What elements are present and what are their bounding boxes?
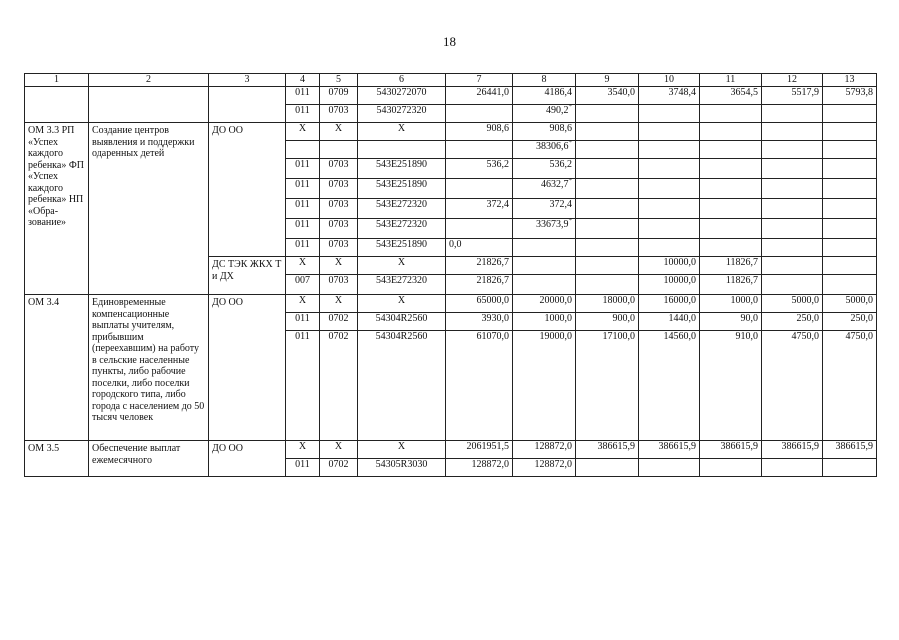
table-cell: Х [286,295,320,313]
table-cell: 910,0 [700,331,762,441]
table-cell: 3930,0 [446,313,513,331]
empty-cell [700,159,762,179]
table-cell: 543E272320 [358,199,446,219]
empty-cell [700,239,762,257]
table-cell: 3748,4 [639,87,700,105]
header-cell: 3 [209,74,286,87]
measure-description: Создание центров выявления и поддержки одаренных детей [89,123,209,295]
table-cell: 61070,0 [446,331,513,441]
table-row [25,123,877,141]
page-number: 18 [443,34,456,49]
empty-cell [576,459,639,477]
empty-cell [576,219,639,239]
empty-cell [576,275,639,295]
measure-description: Единовременные компенсационные выплаты учителям, прибывшим (переехавшим) на работу в сельские населенные пункты, либо рабочие поселки, либо поселки городского типа, либо города с населением до 50 тысяч человек [89,295,209,441]
empty-cell [700,141,762,159]
table-cell: 0702 [320,313,358,331]
empty-cell [823,459,877,477]
table-cell: 5000,0 [762,295,823,313]
table-row [25,441,877,459]
table-cell: 011 [286,219,320,239]
empty-cell [823,257,877,275]
table-cell: 1440,0 [639,313,700,331]
empty-cell [639,159,700,179]
empty-cell [700,105,762,123]
table-cell: 54304R2560 [358,313,446,331]
table-cell: 10000,0 [639,257,700,275]
table-cell: 386615,9 [639,441,700,459]
empty-cell [823,159,877,179]
empty-cell [576,239,639,257]
table-cell: 2061951,5 [446,441,513,459]
table-cell: 21826,7 [446,275,513,295]
table-cell: 11826,7 [700,257,762,275]
table-cell: 386615,9 [823,441,877,459]
table-cell: 011 [286,199,320,219]
table-cell: 0709 [320,87,358,105]
table-cell: 5517,9 [762,87,823,105]
header-cell: 12 [762,74,823,87]
table-cell: 3654,5 [700,87,762,105]
table-cell: 20000,0 [513,295,576,313]
table-cell: 26441,0 [446,87,513,105]
table-cell [446,105,513,123]
empty-cell [762,105,823,123]
empty-cell [700,199,762,219]
table-header-row [25,74,877,87]
measure-code: ОМ 3.4 [25,295,89,441]
table-row [25,295,877,313]
table-cell: 908,6 [513,123,576,141]
empty-cell [358,141,446,159]
table-cell: 011 [286,331,320,441]
table-cell: 16000,0 [639,295,700,313]
table-cell: 33673,9* [513,219,576,239]
table-cell: 386615,9 [762,441,823,459]
header-cell: 6 [358,74,446,87]
table-cell: 38306,6* [513,141,576,159]
empty-cell [639,199,700,219]
empty-cell [823,239,877,257]
table-cell: 0703 [320,239,358,257]
table-cell: 386615,9 [576,441,639,459]
empty-cell [25,87,89,123]
empty-cell [576,141,639,159]
budget-table [24,73,877,477]
header-cell: 11 [700,74,762,87]
empty-cell [823,123,877,141]
table-cell: Х [320,441,358,459]
header-cell: 9 [576,74,639,87]
table-cell: 90,0 [700,313,762,331]
table-cell: Х [320,295,358,313]
table-cell: 10000,0 [639,275,700,295]
empty-cell [639,459,700,477]
empty-cell [576,159,639,179]
table-cell: 4750,0 [762,331,823,441]
table-cell: 011 [286,313,320,331]
table-cell: 372,4 [513,199,576,219]
table-cell: 0703 [320,105,358,123]
table-cell: 011 [286,105,320,123]
table-cell: 543E251890 [358,179,446,199]
table-cell: 5793,8 [823,87,877,105]
table-cell: Х [358,123,446,141]
table-cell: 0,0 [446,239,513,257]
header-cell: 4 [286,74,320,87]
empty-cell [576,123,639,141]
table-cell: 011 [286,239,320,257]
table-cell: 21826,7 [446,257,513,275]
table-cell: 543E272320 [358,219,446,239]
table-cell: 65000,0 [446,295,513,313]
table-cell: 011 [286,179,320,199]
header-cell: 13 [823,74,877,87]
empty-cell [762,199,823,219]
table-cell [446,219,513,239]
table-row [25,87,877,105]
table-cell: 19000,0 [513,331,576,441]
table-cell: 3540,0 [576,87,639,105]
table-cell: 54304R2560 [358,331,446,441]
empty-cell [762,123,823,141]
table-cell: Х [358,295,446,313]
empty-cell [762,257,823,275]
empty-cell [762,141,823,159]
table-cell: 536,2 [446,159,513,179]
header-cell: 7 [446,74,513,87]
header-cell: 10 [639,74,700,87]
table-cell: 372,4 [446,199,513,219]
empty-cell [762,275,823,295]
empty-cell [639,179,700,199]
table-cell: 0703 [320,179,358,199]
table-cell: 0702 [320,459,358,477]
table-cell: 0703 [320,199,358,219]
measure-executor: ДО ОО [209,441,286,477]
table-cell: 18000,0 [576,295,639,313]
table-cell: 536,2 [513,159,576,179]
empty-cell [576,257,639,275]
empty-cell [823,219,877,239]
empty-cell [576,179,639,199]
table-cell: 17100,0 [576,331,639,441]
empty-cell [700,219,762,239]
table-cell: 128872,0 [513,441,576,459]
empty-cell [639,141,700,159]
table-cell: 900,0 [576,313,639,331]
empty-cell [576,199,639,219]
table-cell: Х [320,257,358,275]
table-cell: 543E251890 [358,239,446,257]
header-cell: 5 [320,74,358,87]
empty-cell [89,87,209,123]
table-cell: 5000,0 [823,295,877,313]
empty-cell [446,141,513,159]
table-cell: 0702 [320,331,358,441]
empty-cell [286,141,320,159]
measure-executor: ДО ОО [209,295,286,441]
empty-cell [639,105,700,123]
table-cell: Х [320,123,358,141]
measure-executor: ДО ОО [209,123,286,257]
empty-cell [700,179,762,199]
empty-cell [576,105,639,123]
table-cell: 490,2* [513,105,576,123]
measure-code: ОМ 3.3 РП «Успех каждого ребенка» ФП «Успех каждого ребенка» НП «Обра-зование» [25,123,89,295]
table-cell: 543E251890 [358,159,446,179]
empty-cell [823,141,877,159]
table-cell: 543E272320 [358,275,446,295]
table-cell: 0703 [320,159,358,179]
table-cell: 1000,0 [513,313,576,331]
table-cell: 011 [286,459,320,477]
empty-cell [762,219,823,239]
table-cell: 0703 [320,219,358,239]
measure-code: ОМ 3.5 [25,441,89,477]
table-cell: Х [358,257,446,275]
header-cell: 2 [89,74,209,87]
empty-cell [700,459,762,477]
empty-cell [700,123,762,141]
table-cell: 0703 [320,275,358,295]
table-cell: 250,0 [762,313,823,331]
table-cell: 11826,7 [700,275,762,295]
empty-cell [513,257,576,275]
table-cell: 007 [286,275,320,295]
table-cell: 54305R3030 [358,459,446,477]
empty-cell [762,459,823,477]
table-cell: 011 [286,159,320,179]
table-cell [446,179,513,199]
table-cell: 386615,9 [700,441,762,459]
table-cell: 128872,0 [513,459,576,477]
header-cell: 1 [25,74,89,87]
empty-cell [762,159,823,179]
table-cell: Х [286,123,320,141]
empty-cell [639,219,700,239]
empty-cell [209,87,286,123]
empty-cell [762,239,823,257]
table-cell: 5430272070 [358,87,446,105]
table-cell: Х [286,441,320,459]
table-cell: 128872,0 [446,459,513,477]
table-cell: 250,0 [823,313,877,331]
empty-cell [762,179,823,199]
table-cell: Х [358,441,446,459]
empty-cell [513,275,576,295]
table-cell: 4186,4 [513,87,576,105]
empty-cell [823,199,877,219]
empty-cell [823,179,877,199]
empty-cell [513,239,576,257]
table-cell: 908,6 [446,123,513,141]
table-cell: 1000,0 [700,295,762,313]
empty-cell [823,275,877,295]
table-cell: 011 [286,87,320,105]
table-cell: Х [286,257,320,275]
table-cell: 4750,0 [823,331,877,441]
empty-cell [639,123,700,141]
empty-cell [639,239,700,257]
table-cell: 14560,0 [639,331,700,441]
measure-executor: ДС ТЭК ЖКХ Т и ДХ [209,257,286,295]
empty-cell [823,105,877,123]
table-cell: 5430272320 [358,105,446,123]
header-cell: 8 [513,74,576,87]
empty-cell [320,141,358,159]
measure-description: Обеспечение выплат ежемесячного [89,441,209,477]
table-cell: 4632,7* [513,179,576,199]
